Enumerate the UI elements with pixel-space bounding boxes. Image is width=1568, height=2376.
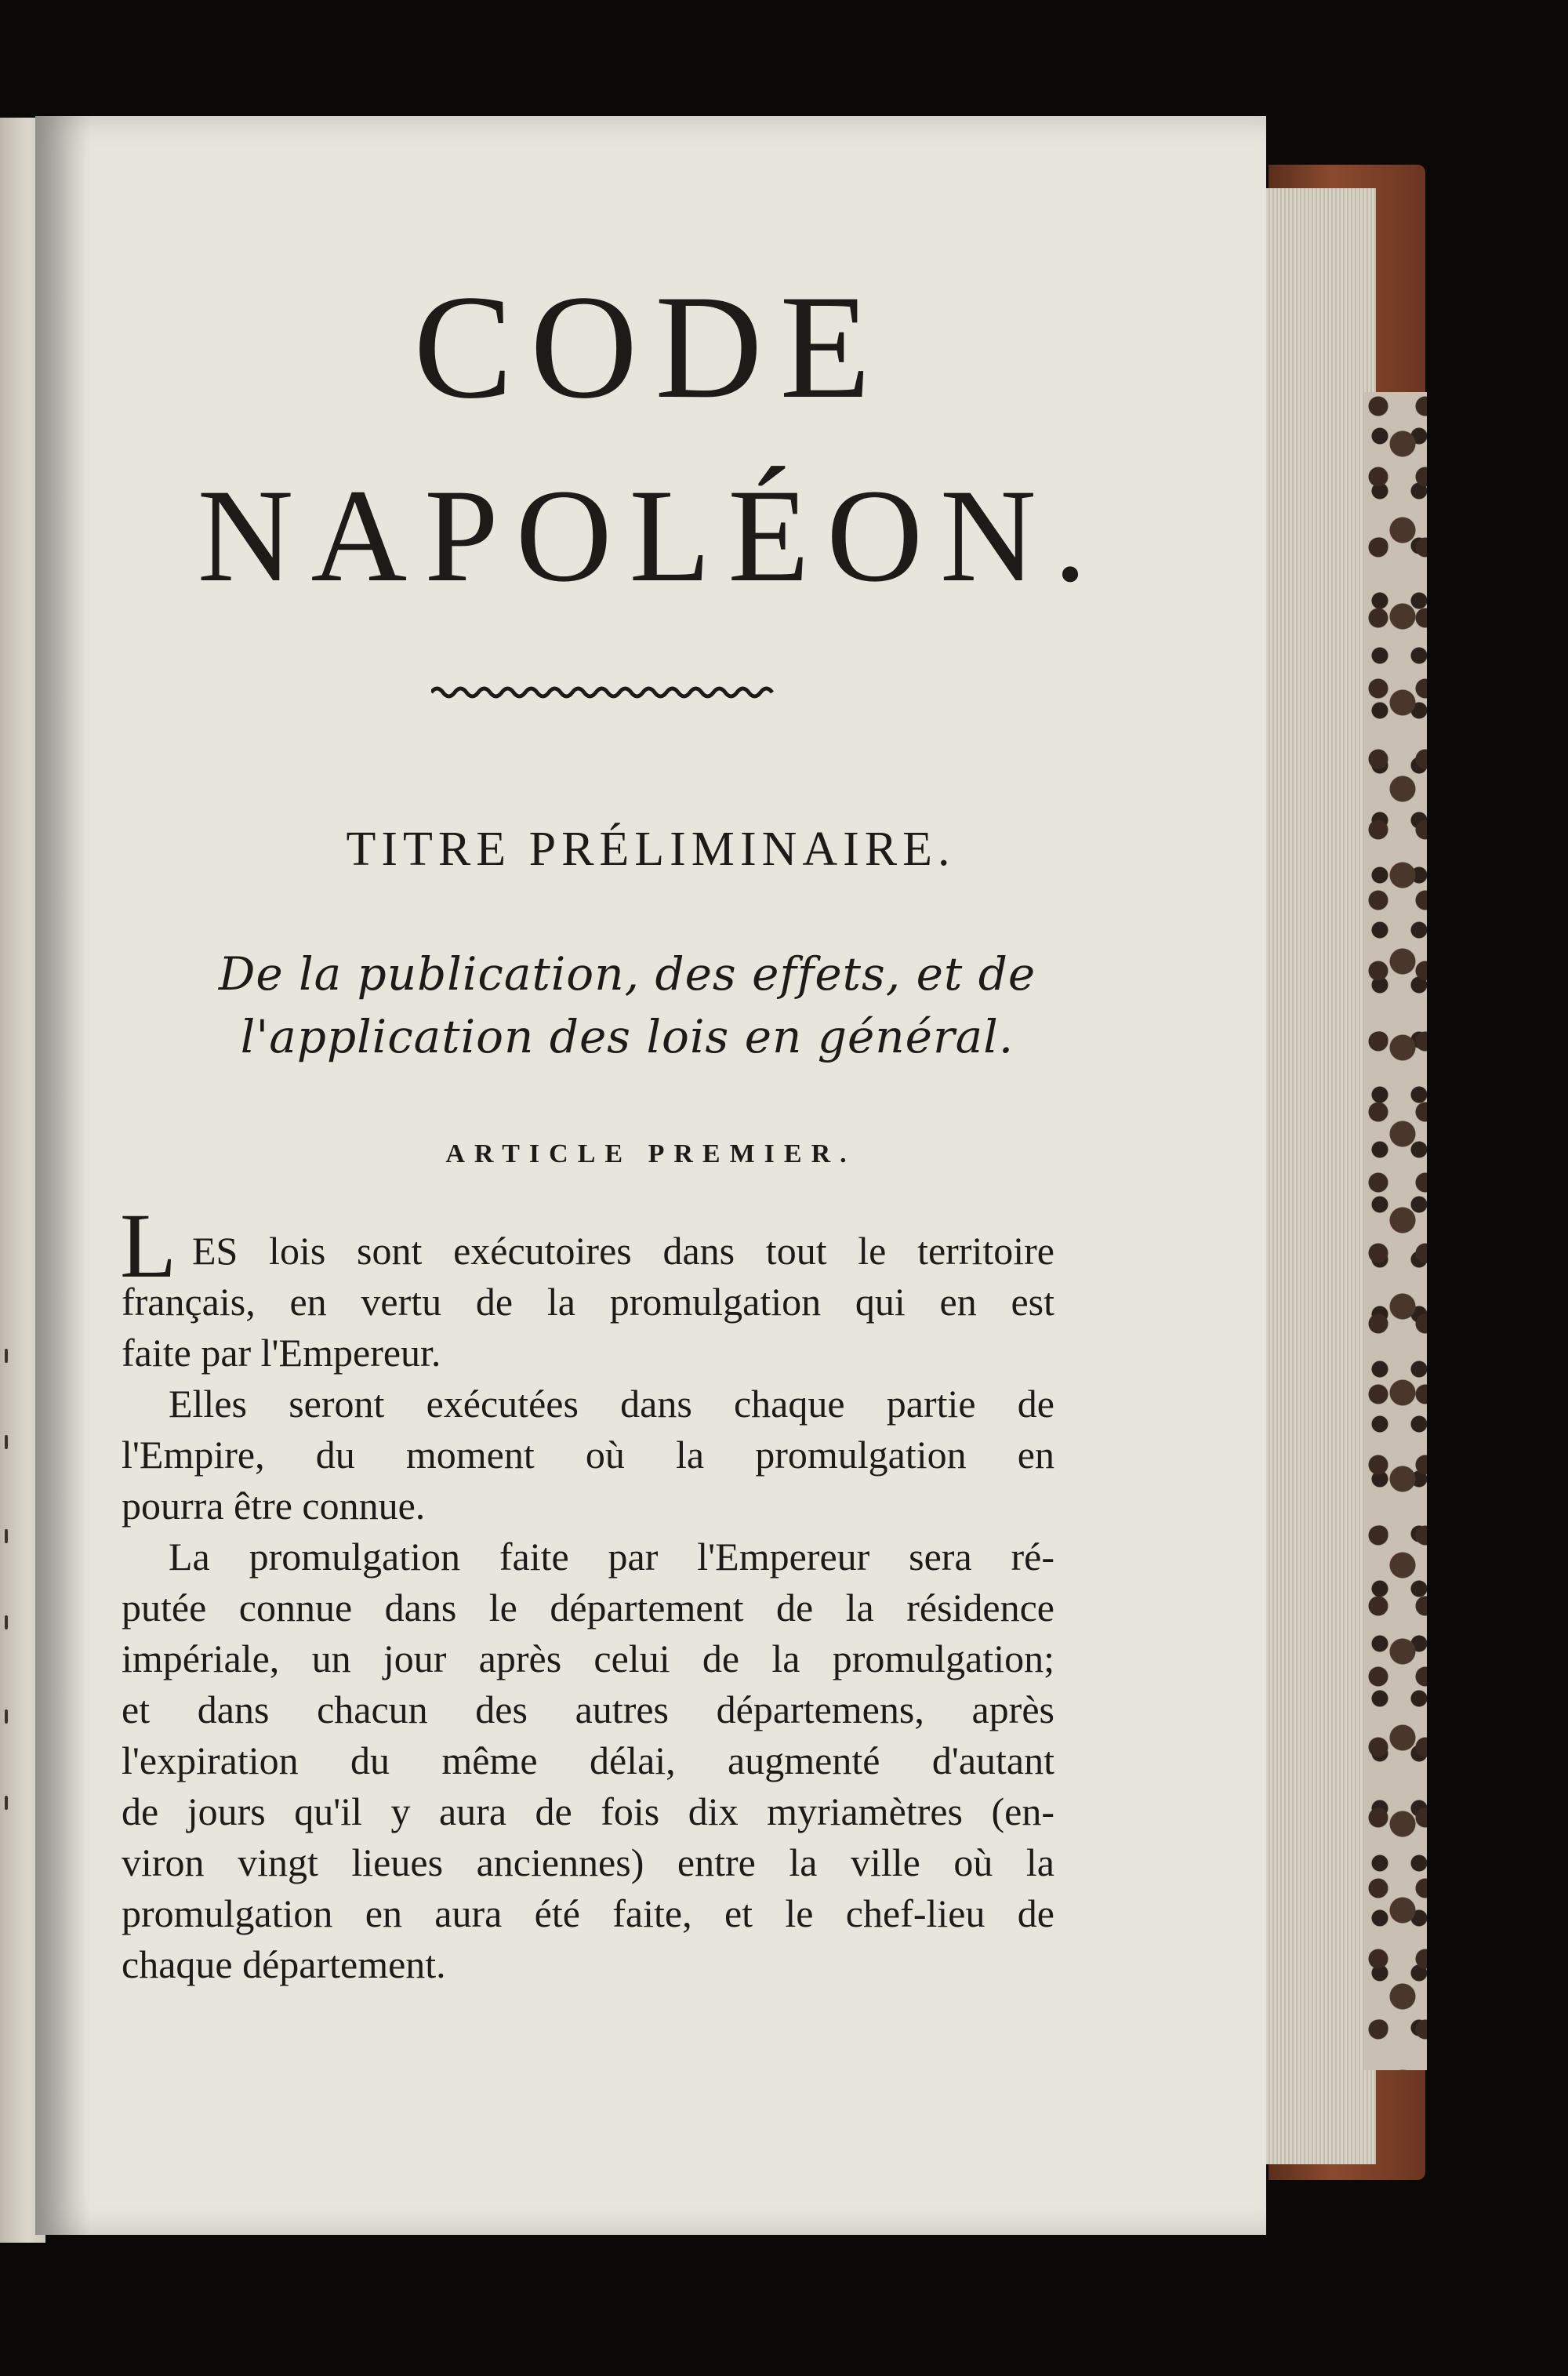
section-subtitle-line-2: l'application des lois en général.: [240, 1010, 1014, 1063]
body-line: impériale, un jour après celui de la promulgation;: [122, 1637, 1054, 1680]
body-line: et dans chacun des autres départemens, après: [122, 1688, 1054, 1731]
book-page: [35, 116, 1266, 2235]
body-line: français, en vertu de la promulgation qui en est: [122, 1280, 1054, 1324]
body-line: faite par l'Empereur.: [122, 1331, 441, 1375]
body-line: La promulgation faite par l'Empereur sera ré-: [169, 1535, 1054, 1579]
body-line: l'expiration du même délai, augmenté d'autant: [122, 1738, 1054, 1782]
title-napoleon: NAPOLÉON.: [197, 462, 1105, 609]
wavy-rule-icon: [431, 681, 776, 704]
section-heading: TITRE PRÉLIMINAIRE.: [346, 823, 956, 876]
body-line: chaque département.: [122, 1942, 446, 1986]
body-line: de jours qu'il y aura de fois dix myriamètres (en-: [122, 1789, 1054, 1833]
page-gutter-shadow: [35, 116, 90, 2235]
article-heading: ARTICLE PREMIER.: [445, 1139, 856, 1168]
body-line: l'Empire, du moment où la promulgation en: [122, 1433, 1054, 1477]
body-line: promulgation en aura été faite, et le chef-lieu de: [122, 1891, 1054, 1935]
section-subtitle-line-1: De la publication, des effets, et de: [218, 947, 1036, 1001]
body-line: ES lois sont exécutoires dans tout le territoire: [192, 1229, 1054, 1273]
left-page-marks: [5, 1349, 20, 1898]
body-line: viron vingt lieues anciennes) entre la ville où la: [122, 1840, 1054, 1884]
marbled-edge: [1364, 392, 1427, 2070]
title-code: CODE: [413, 265, 888, 430]
body-line: Elles seront exécutées dans chaque partie de: [169, 1382, 1054, 1426]
body-line: pourra être connue.: [122, 1484, 426, 1528]
page-block-edge: [1258, 188, 1376, 2164]
body-line: putée connue dans le département de la résidence: [122, 1586, 1054, 1629]
drop-cap: L: [120, 1194, 177, 1297]
